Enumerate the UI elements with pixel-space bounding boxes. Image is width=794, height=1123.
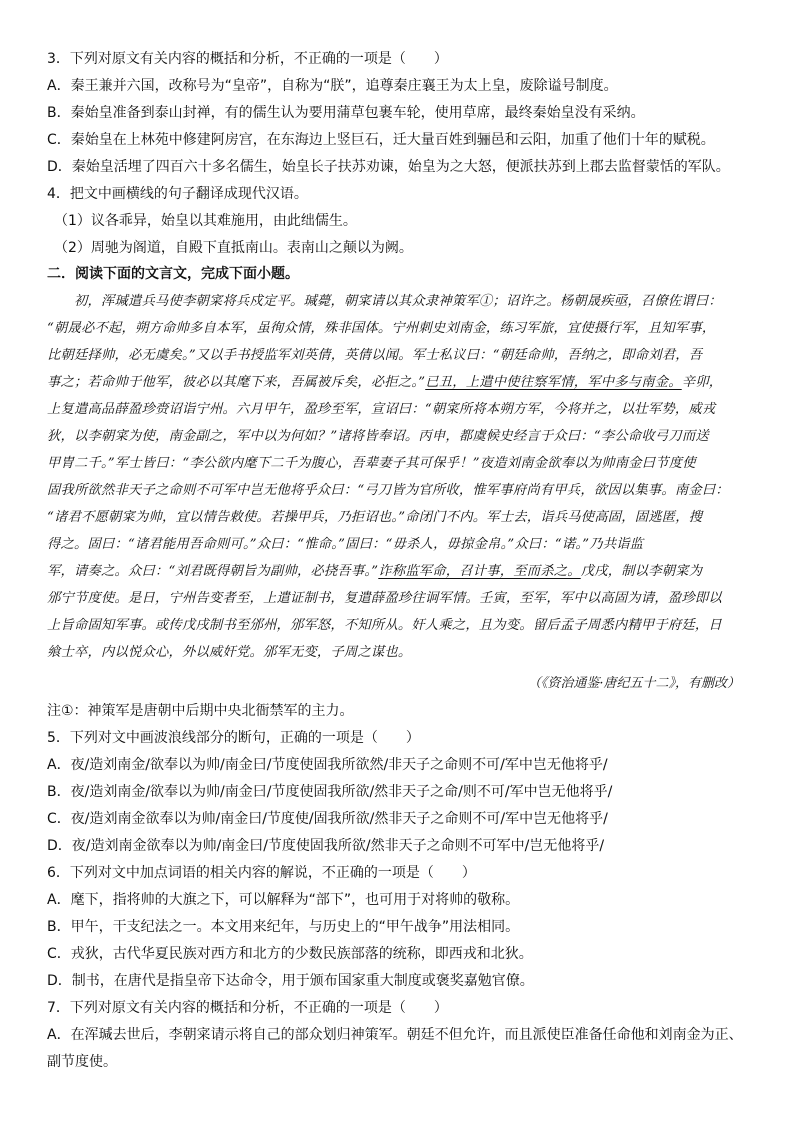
q4-sentence-1: （1）议各乖异，始皇以其难施用，由此绌儒生。 (54, 213, 357, 229)
q5-option-a: A．夜/造刘南金/欲奉以为帅/南金曰/节度使固我所欲然/非天子之命则不可/军中岂无他将乎/ (47, 757, 608, 773)
footnote: 注①：神策军是唐朝中后期中央北衙禁军的主力。 (47, 703, 354, 719)
q6-option-d: D．制书，在唐代是指皇帝下达命令，用于颁布国家重大制度或褒奖嘉勉官僚。 (47, 973, 534, 989)
q3-stem: 3．下列对原文有关内容的概括和分析，不正确的一项是（ ） (47, 51, 448, 67)
q6-option-b: B．甲午，干支纪法之一。本文用来纪年，与历史上的“甲午战争”用法相同。 (47, 919, 520, 935)
passage-line: 飨士卒，内以悦众心，外以威奸党。邠军无变，子周之谋也。 (47, 645, 412, 660)
q6-stem: 6．下列对文中加点词语的相关内容的解说，不正确的一项是（ ） (47, 865, 476, 881)
passage-text: 事之；若命帅于他军，彼必以其麾下来，吾属被斥矣，必拒之。” (47, 375, 426, 390)
q4-stem: 4．把文中画横线的句子翻译成现代汉语。 (47, 186, 308, 202)
q5-option-d: D．夜/造刘南金欲奉以为帅/南金曰/节度使固我所欲/然非天子之命则不可军中/岂无他将乎/ (47, 838, 605, 854)
q6-option-c: C．戎狄，古代华夏民族对西方和北方的少数民族部落的统称，即西戎和北狄。 (47, 946, 533, 962)
q7-option-a-continued: 副节度使。 (47, 1054, 117, 1070)
passage-line: 得之。固曰：“诸君能用吾命则可。”众曰：“惟命。”固曰：“毋杀人，毋掠金帛。”众曰：“诺。”乃共诣监 (47, 537, 644, 552)
passage-text: 军，请奏之。众曰：“刘君既得朝旨为副帅，必挠吾事。” (47, 564, 379, 579)
q3-option-c: C．秦始皇在上林苑中修建阿房宫，在东海边上竖巨石，迁大量百姓到骊邑和云阳，加重了他们十年的赋税。 (47, 132, 715, 148)
q7-option-a: A．在浑瑊去世后，李朝寀请示将自己的部众划归神策军。朝廷不但允许，而且派使臣准备任命他和刘南金为正、 (47, 1027, 743, 1043)
q5-option-b: B．夜/造刘南金/欲奉以为帅/南金曰/节度使固我所欲/然非天子之命/则不可/军中岂无他将乎/ (47, 784, 613, 800)
passage-line (47, 373, 754, 393)
passage-line: 初，浑瑊遣兵马使李朝寀将兵戍定平。瑊薨，朝寀请以其众隶神策军①；诏许之。杨朝晟疾亟，召僚佐谓曰： (74, 294, 722, 309)
passage-line: “朝晟必不起，朔方命帅多自本军，虽徇众情，殊非国体。宁州刺史刘南金，练习军旅，宜使摄行军，且知军事， (47, 321, 716, 336)
passage-line: 比朝廷择帅，必无虞矣。”又以手书授监军刘英倩，英倩以闻。军士私议曰：“朝廷命帅，吾纳之，即命刘君，吾 (47, 348, 703, 363)
underlined-sentence-1: 已丑，上遣中使往察军情，军中多与南金。 (425, 375, 682, 390)
q4-sentence-2: （2）周驰为阁道，自殿下直抵南山。表南山之颠以为阙。 (54, 240, 413, 256)
passage-line: 甲胄二千。”军士皆曰：“李公欲内麾下二千为腹心，吾辈妻子其可保乎！”夜造刘南金欲奉以为帅南金曰节度使 (47, 456, 696, 471)
q6-option-a: A．麾下，指将帅的大旗之下，可以解释为“部下”，也可用于对将帅的敬称。 (47, 892, 520, 908)
passage-line: 邠宁节度使。是日，宁州告变者至，上遣证制书，复遣薛盈珍往诇军情。壬寅，至军，军中以高固为请，盈珍即以 (47, 591, 722, 606)
passage-line: “诸君不愿朝寀为帅，宜以情告敕使。若操甲兵，乃拒诏也。”命闭门不内。军士去，诣兵马使高固，固逃匿，搜 (47, 510, 703, 525)
passage-line: 狄，以李朝寀为使，南金副之，军中以为何如？”诸将皆奉诏。丙申，都虞候史经言于众曰：“李公命收弓刀而送 (47, 429, 709, 444)
q3-option-a: A．秦王兼并六国，改称号为“皇帝”，自称为“朕”，追尊秦庄襄王为太上皇，废除谥号制度。 (47, 78, 618, 94)
q7-stem: 7．下列对原文有关内容的概括和分析，不正确的一项是（ ） (47, 1000, 448, 1016)
passage-text: 辛卯， (681, 375, 723, 390)
q3-option-d: D．秦始皇活埋了四百六十多名儒生，始皇长子扶苏劝谏，始皇为之大怒，便派扶苏到上郡去监督蒙恬的军队。 (47, 159, 730, 175)
section-2-heading: 二．阅读下面的文言文，完成下面小题。 (47, 266, 299, 282)
passage-line: 固我所欲然非天子之命则不可军中岂无他将乎众曰：“弓刀皆为官所收，惟军事府尚有甲兵，欲因以集事。南金曰： (47, 483, 729, 498)
passage-source: （《资治通鉴·唐纪五十二》，有删改） (527, 676, 740, 691)
q3-option-b: B．秦始皇准备到泰山封禅，有的儒生认为要用蒲草包裹车轮，使用草席，最终秦始皇没有采纳。 (47, 105, 645, 121)
passage-line (47, 562, 754, 582)
passage-line: 上复遣高品薛盈珍赍诏诣宁州。六月甲午，盈珍至军，宣诏曰：“朝寀所将本朔方军，今将并之，以壮军势，威戎 (47, 402, 716, 417)
passage-text: 戊戌，制以李朝寀为 (580, 564, 703, 579)
q5-stem: 5．下列对文中画波浪线部分的断句，正确的一项是（ ） (47, 730, 420, 746)
q5-option-c: C．夜/造刘南金欲奉以为帅/南金曰/节度使/固我所欲/然非天子之命则不可/军中岂无他将乎/ (47, 811, 608, 827)
underlined-sentence-2: 诈称监军命，召计事，至而杀之。 (378, 564, 581, 579)
passage-line: 上旨命固知军事。或传戊戌制书至邠州，邠军怒，不知所从。奸人乘之，且为变。留后孟子周悉内精甲于府廷，日 (47, 618, 722, 633)
